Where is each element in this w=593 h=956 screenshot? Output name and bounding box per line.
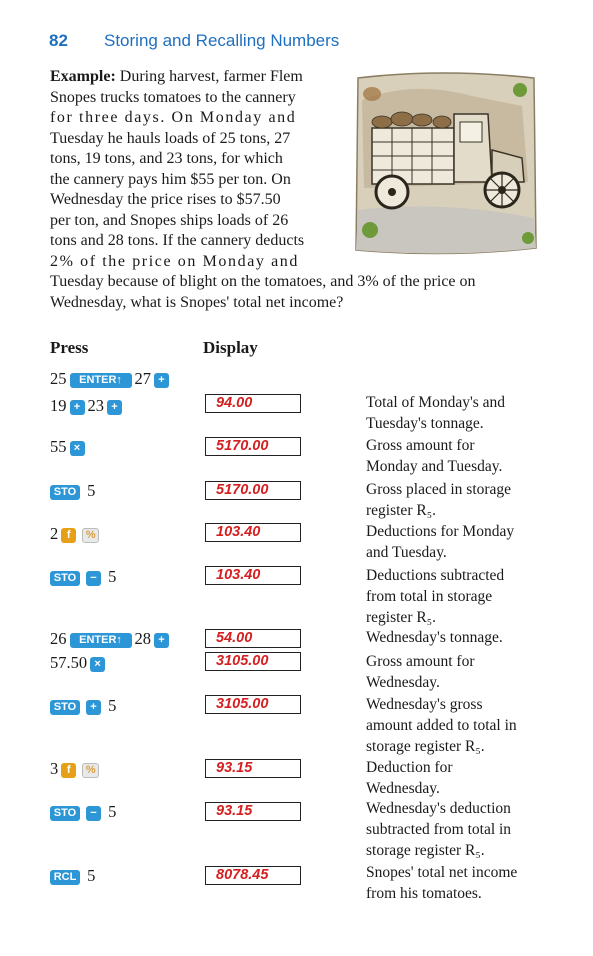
description-line: Deductions for Monday — [366, 523, 515, 540]
times-key[interactable]: × — [90, 657, 105, 672]
step-description — [366, 694, 566, 757]
display-box — [205, 802, 301, 821]
times-key[interactable]: × — [70, 441, 85, 456]
description-line: storage register R₅. — [366, 738, 485, 755]
rcl-key[interactable]: RCL — [50, 870, 80, 885]
example-label: Example: — [50, 68, 116, 85]
step-description — [366, 565, 566, 628]
press-value: 19 — [50, 396, 67, 415]
section-title: Storing and Recalling Numbers — [104, 31, 340, 50]
display-box — [205, 866, 301, 885]
display-box — [205, 629, 301, 648]
description-line: register R₅. — [366, 609, 436, 626]
display-value: 3105.00 — [216, 653, 269, 669]
step-description — [366, 862, 566, 904]
f-key[interactable]: f — [61, 528, 76, 543]
step-description — [366, 627, 566, 648]
display-box — [205, 394, 301, 413]
minus-key[interactable]: − — [86, 571, 101, 586]
example-line-9: tons and 28 tons. If the cannery deducts — [50, 232, 305, 249]
press-value: 57.50 — [50, 653, 88, 672]
description-line: register R₅. — [366, 502, 436, 519]
plus-key[interactable]: + — [70, 400, 85, 415]
display-box — [205, 566, 301, 585]
percent-key[interactable]: % — [82, 528, 99, 543]
example-line-10: 2% of the price on Monday and — [50, 252, 300, 270]
press-row-5 — [50, 524, 102, 544]
press-value: 27 — [134, 369, 151, 388]
press-row-11 — [47, 802, 116, 822]
display-value: 5170.00 — [216, 438, 269, 454]
display-value: 5170.00 — [216, 482, 269, 498]
sto-key[interactable]: STO — [50, 571, 80, 586]
press-value: 5 — [87, 481, 96, 500]
example-line-5: tons, 19 tons, and 23 tons, for which — [50, 150, 283, 167]
step-description — [366, 392, 566, 434]
plus-key[interactable]: + — [154, 633, 169, 648]
press-row-7 — [50, 629, 172, 649]
description-line: Deduction for — [366, 759, 453, 776]
description-line: Snopes' total net income — [366, 864, 518, 881]
description-line: Wednesday. — [366, 780, 440, 797]
step-description — [366, 479, 566, 521]
description-line: Total of Monday's and — [366, 394, 506, 411]
display-value: 103.40 — [216, 567, 261, 583]
example-line-4: Tuesday he hauls loads of 25 tons, 27 — [50, 129, 291, 147]
example-line-2: Snopes trucks tomatoes to the cannery — [50, 88, 296, 106]
description-line: subtracted from total in — [366, 821, 512, 838]
step-description — [366, 521, 566, 563]
example-line-11: Tuesday because of blight on the tomatoes, and 3% of the price on — [50, 273, 476, 290]
press-value: 2 — [50, 524, 59, 543]
step-description — [366, 798, 566, 861]
step-description — [366, 757, 566, 799]
display-value: 54.00 — [216, 630, 253, 646]
display-box — [205, 481, 301, 500]
truck-illustration — [352, 70, 540, 260]
press-value: 23 — [87, 396, 104, 415]
example-line-3: for three days. On Monday and — [50, 109, 297, 126]
description-line: Gross placed in storage — [366, 481, 512, 498]
example-line-8: per ton, and Snopes ships loads of 26 — [50, 211, 289, 229]
description-line: Wednesday's tonnage. — [366, 629, 503, 646]
plus-key[interactable]: + — [154, 373, 169, 388]
press-value: 5 — [108, 567, 117, 586]
example-line-7: Wednesday the price rises to $57.50 — [50, 191, 281, 208]
press-column-header: Press — [50, 338, 89, 357]
step-description — [366, 651, 566, 693]
press-row-10 — [50, 759, 102, 779]
description-line: storage register R₅. — [366, 842, 485, 859]
press-row-3 — [50, 437, 88, 457]
description-line: and Tuesday. — [366, 544, 447, 561]
enter-key[interactable]: ENTER↑ — [70, 373, 132, 388]
display-box — [205, 759, 301, 778]
example-line-text: During harvest, farmer Flem — [119, 68, 303, 85]
press-value: 3 — [50, 759, 59, 778]
display-value: 94.00 — [216, 395, 253, 411]
description-line: Gross amount for — [366, 653, 475, 670]
description-line: Tuesday's tonnage. — [366, 415, 484, 432]
display-value: 93.15 — [216, 760, 253, 776]
press-value: 5 — [108, 802, 117, 821]
minus-key[interactable]: − — [86, 806, 101, 821]
plus-key[interactable]: + — [86, 700, 101, 715]
press-row-2 — [50, 396, 125, 416]
percent-key[interactable]: % — [82, 763, 99, 778]
sto-key[interactable]: STO — [50, 700, 80, 715]
description-line: Monday and Tuesday. — [366, 458, 503, 475]
press-value: 5 — [108, 696, 117, 715]
description-line: from his tomatoes. — [366, 885, 482, 902]
display-box — [205, 437, 301, 456]
press-row-4 — [47, 481, 95, 501]
f-key[interactable]: f — [61, 763, 76, 778]
description-line: Wednesday's deduction — [366, 800, 511, 817]
display-box — [205, 523, 301, 542]
step-description — [366, 435, 566, 477]
press-value: 55 — [50, 437, 67, 456]
sto-key[interactable]: STO — [50, 806, 80, 821]
press-row-1 — [50, 369, 172, 389]
description-line: Deductions subtracted — [366, 567, 505, 584]
sto-key[interactable]: STO — [50, 485, 80, 500]
description-line: Gross amount for — [366, 437, 475, 454]
page-number: 82 — [49, 31, 68, 50]
description-line: Wednesday's gross — [366, 696, 483, 713]
description-line: amount added to total in — [366, 717, 517, 734]
press-value: 5 — [87, 866, 96, 885]
press-value: 25 — [50, 369, 67, 388]
press-row-12 — [47, 866, 95, 886]
description-line: Wednesday. — [366, 674, 440, 691]
display-value: 8078.45 — [216, 867, 269, 883]
plus-key[interactable]: + — [107, 400, 122, 415]
press-value: 26 — [50, 629, 67, 648]
example-line-12: Wednesday, what is Snopes' total net income? — [50, 293, 344, 311]
press-row-6 — [47, 567, 116, 587]
press-value: 28 — [134, 629, 151, 648]
display-box — [205, 695, 301, 714]
display-value: 93.15 — [216, 803, 253, 819]
example-line-1 — [50, 67, 303, 88]
description-line: from total in storage — [366, 588, 493, 605]
press-row-9 — [47, 696, 116, 716]
display-column-header: Display — [203, 338, 258, 357]
example-line-6: the cannery pays him $55 per ton. On — [50, 170, 291, 188]
press-row-8 — [50, 653, 108, 673]
display-value: 3105.00 — [216, 696, 269, 712]
display-value: 103.40 — [216, 524, 261, 540]
display-box — [205, 652, 301, 671]
enter-key[interactable]: ENTER↑ — [70, 633, 132, 648]
